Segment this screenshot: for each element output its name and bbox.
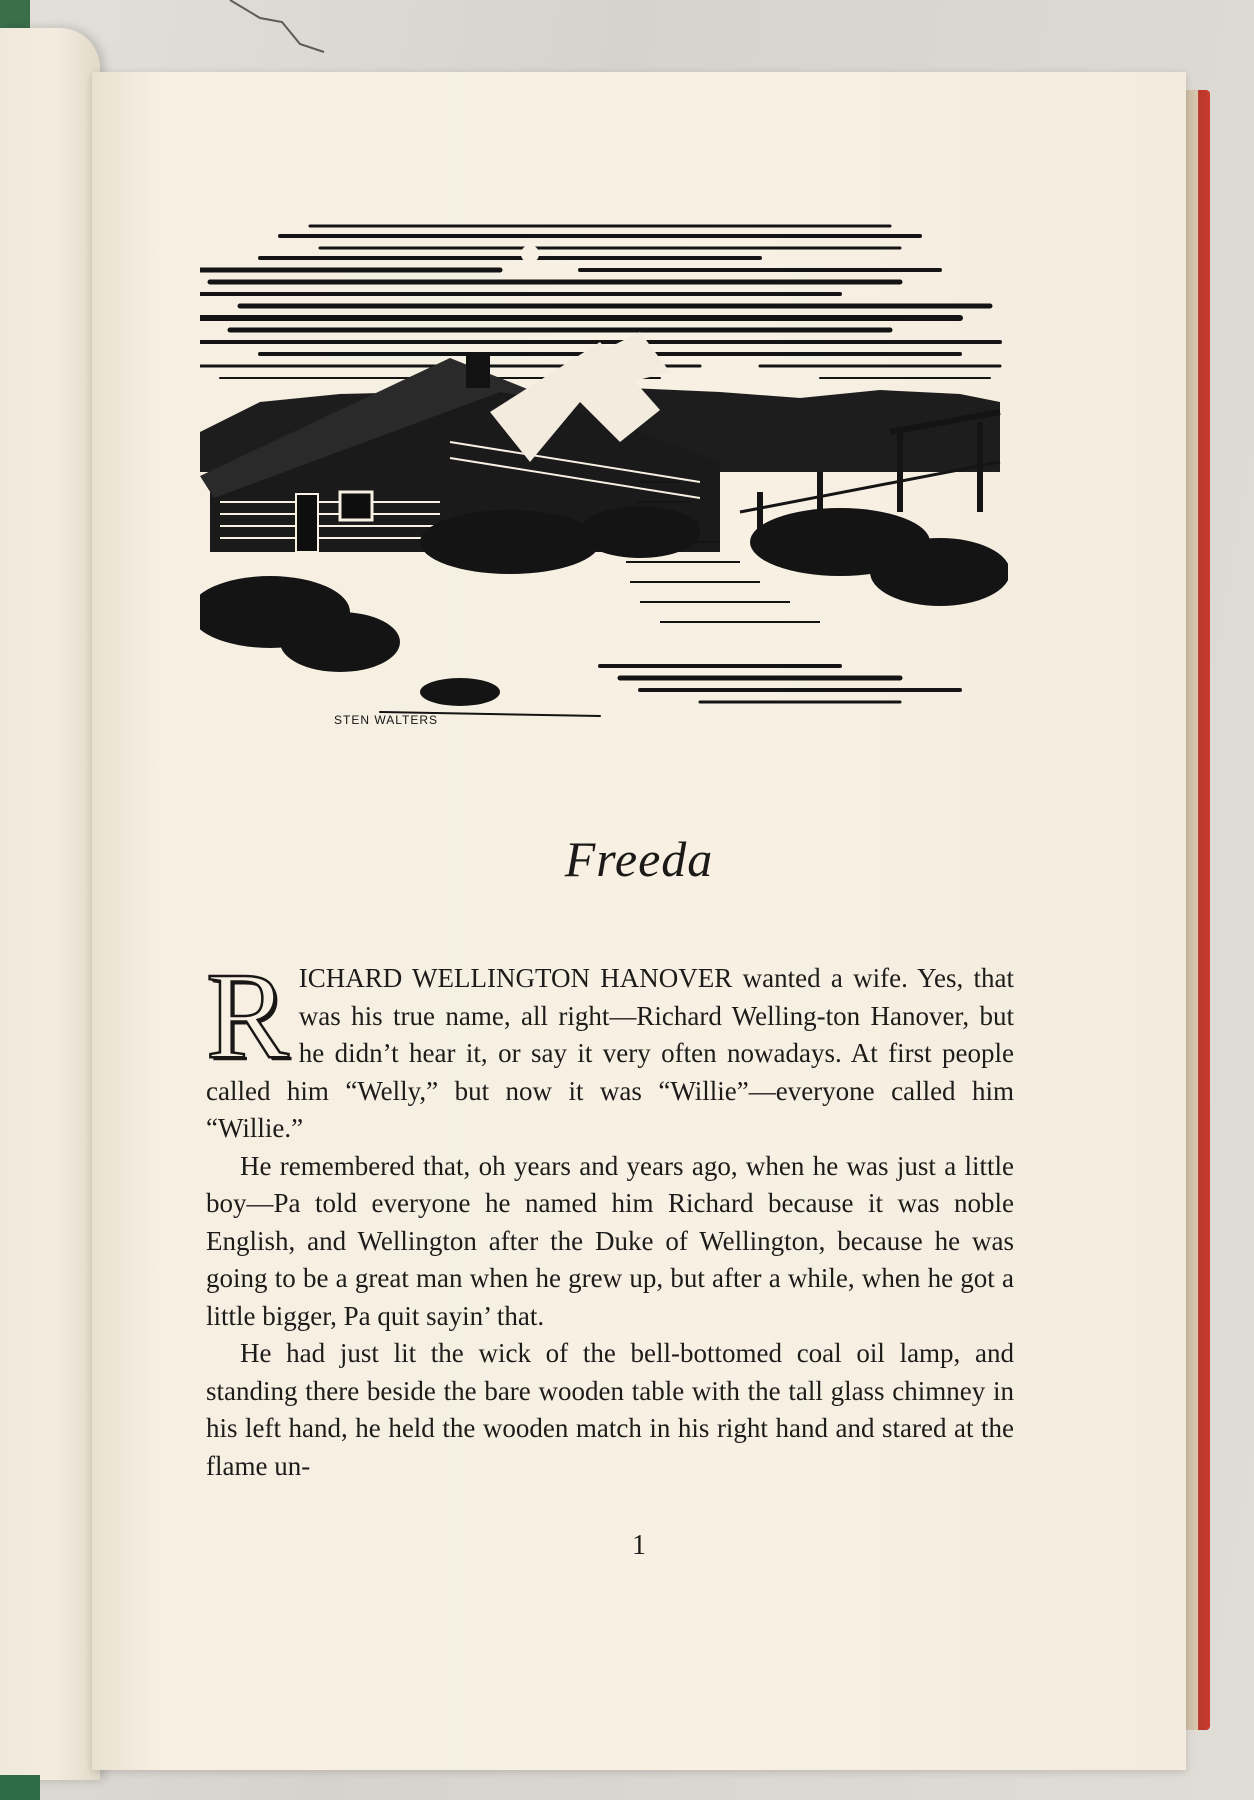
illustration-credit: STEN WALTERS bbox=[334, 713, 439, 727]
paragraph-3: He had just lit the wick of the bell-bottomed coal oil lamp, and standing there beside the bare wooden table with the tall glass chimney in his left hand, he held the wooden match in his right hand and stared at the flame un- bbox=[206, 1338, 1014, 1481]
opening-rest: wanted a wife. Yes, that was his true name, all right—Richard Welling-ton Hanover, but he didn’t hear it, or say it very often nowadays. At first people called him “Welly,” but now it was “Willie”—everyone called him “Willie.” bbox=[206, 963, 1015, 1143]
opening-small-caps: ICHARD WELLINGTON HANOVER bbox=[298, 963, 733, 993]
chapter-title: Freeda bbox=[564, 831, 714, 887]
drop-cap: R bbox=[206, 947, 289, 1084]
page-number: 1 bbox=[632, 1530, 646, 1561]
left-page-edge bbox=[0, 28, 100, 1780]
cabin-woodcut-illustration bbox=[200, 212, 1008, 732]
cover-corner-bottom bbox=[0, 1775, 40, 1800]
surface-crack bbox=[220, 0, 340, 60]
chapter-text bbox=[206, 947, 1015, 1485]
moon bbox=[521, 245, 539, 263]
paragraph-2: He remembered that, oh years and years ago, when he was just a little boy—Pa told everyone he named him Richard because it was noble English, and Wellington after the Duke of Wellington, because he was going to be a great man when he grew up, but after a while, when he got a little bigger, Pa quit sayin’ that. bbox=[206, 1150, 1014, 1331]
cover-corner bbox=[0, 0, 30, 28]
paragraph-opening bbox=[206, 947, 1015, 1148]
